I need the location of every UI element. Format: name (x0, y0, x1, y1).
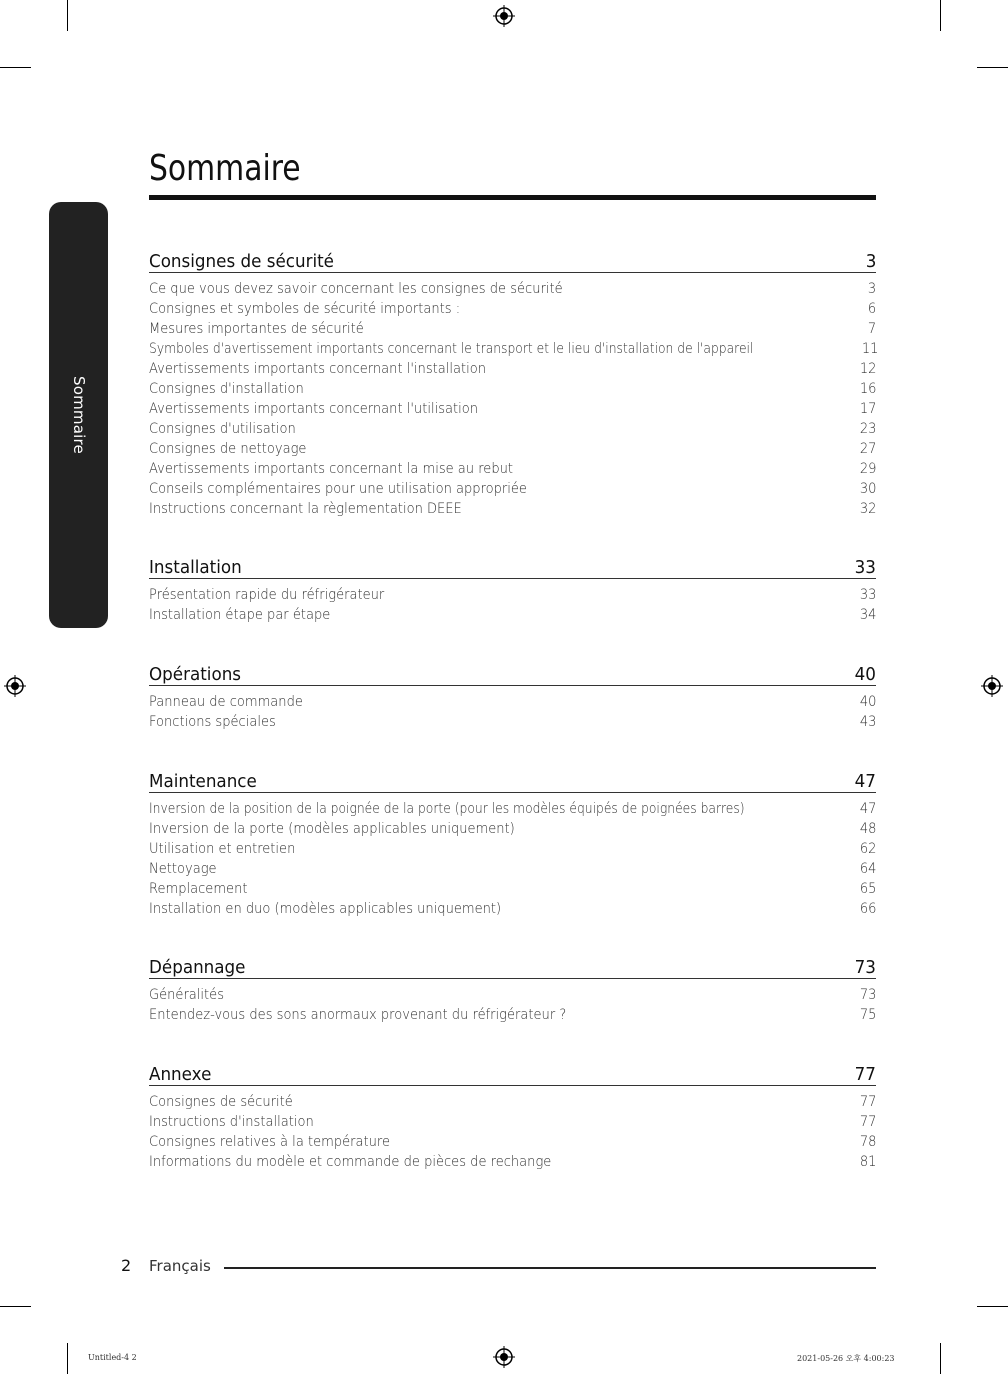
item-label: Instructions d'installation (149, 1114, 314, 1130)
item-label: Consignes d'utilisation (149, 421, 296, 437)
toc-item[interactable] (149, 712, 876, 732)
item-label: Avertissements importants concernant la mise au rebut (149, 461, 514, 477)
page-number: 2 (121, 1256, 132, 1275)
crop-mark (977, 67, 1008, 68)
item-label: Généralités (149, 987, 225, 1003)
toc-section-header[interactable] (149, 658, 876, 686)
crop-mark (0, 67, 31, 68)
toc-item[interactable] (149, 859, 876, 879)
toc-item[interactable] (149, 1092, 876, 1112)
item-label: Consignes d'installation (149, 381, 304, 397)
toc-item[interactable] (149, 1112, 876, 1132)
toc-section-header[interactable] (149, 1058, 876, 1086)
section-page: 40 (854, 664, 876, 685)
item-page: 62 (859, 841, 876, 857)
item-page: 75 (859, 1007, 876, 1023)
section-title: Dépannage (149, 957, 246, 978)
registration-mark-icon (493, 1346, 515, 1368)
section-title: Consignes de sécurité (149, 251, 334, 272)
title-rule (149, 195, 876, 200)
section-page: 47 (854, 771, 876, 792)
crop-mark (0, 1306, 31, 1307)
item-page: 33 (859, 587, 876, 603)
item-page: 11 (861, 341, 879, 357)
side-tab-label: Sommaire (70, 376, 88, 454)
toc-item[interactable] (149, 1132, 876, 1152)
item-page: 23 (859, 421, 876, 437)
item-page: 47 (859, 801, 876, 817)
item-label: Inversion de la porte (modèles applicables uniquement) (149, 821, 515, 837)
item-page: 34 (859, 607, 876, 623)
toc-item[interactable] (149, 439, 876, 459)
item-label: Consignes de sécurité (149, 1094, 293, 1110)
item-page: 78 (859, 1134, 876, 1150)
item-label: Consignes de nettoyage (149, 441, 307, 457)
item-label: Remplacement (149, 881, 248, 897)
section-page: 73 (854, 957, 876, 978)
toc-section-maintenance (149, 765, 876, 919)
item-label: Consignes et symboles de sécurité importants : (149, 301, 461, 317)
toc-item[interactable] (149, 819, 876, 839)
toc-section-header[interactable] (149, 951, 876, 979)
toc-item[interactable] (149, 419, 876, 439)
toc-item[interactable] (149, 279, 876, 299)
item-page: 73 (859, 987, 876, 1003)
toc-item[interactable] (149, 359, 876, 379)
print-info-right: 2021-05-26 오후 4:00:23 (797, 1354, 895, 1363)
toc-item[interactable] (149, 605, 876, 625)
toc-item[interactable] (149, 1152, 876, 1172)
toc-section-header[interactable] (149, 551, 876, 579)
item-page: 66 (859, 901, 876, 917)
crop-mark (940, 1343, 941, 1374)
item-page: 29 (859, 461, 876, 477)
item-label: Fonctions spéciales (149, 714, 276, 730)
section-title: Maintenance (149, 771, 257, 792)
toc-item[interactable] (149, 319, 876, 339)
item-label: Présentation rapide du réfrigérateur (149, 587, 385, 603)
toc-section-header[interactable] (149, 245, 876, 273)
item-label: Informations du modèle et commande de pièces de rechange (149, 1154, 552, 1170)
item-page: 43 (859, 714, 876, 730)
registration-mark-icon (4, 675, 26, 697)
item-page: 48 (859, 821, 876, 837)
toc-item[interactable] (149, 839, 876, 859)
item-label: Entendez-vous des sons anormaux provenant du réfrigérateur ? (149, 1007, 567, 1023)
item-page: 81 (859, 1154, 876, 1170)
toc-item[interactable] (149, 799, 876, 819)
page-title: Sommaire (149, 148, 301, 189)
toc-item[interactable] (149, 985, 876, 1005)
item-label: Installation étape par étape (149, 607, 331, 623)
item-page: 65 (859, 881, 876, 897)
toc-item[interactable] (149, 879, 876, 899)
toc-section-header[interactable] (149, 765, 876, 793)
item-page: 30 (859, 481, 876, 497)
section-title: Installation (149, 557, 242, 578)
section-page: 33 (854, 557, 876, 578)
toc-item[interactable] (149, 899, 876, 919)
toc-item[interactable] (149, 459, 876, 479)
crop-mark (940, 0, 941, 31)
toc-item[interactable] (149, 379, 876, 399)
item-page: 6 (867, 301, 876, 317)
item-page: 7 (867, 321, 876, 337)
section-page: 3 (865, 251, 876, 272)
toc-item[interactable] (149, 585, 876, 605)
toc-section-securite (149, 245, 879, 519)
item-label: Avertissements importants concernant l'utilisation (149, 401, 478, 417)
footer-rule (224, 1267, 876, 1269)
item-page: 12 (859, 361, 876, 377)
section-title: Opérations (149, 664, 242, 685)
crop-mark (977, 1306, 1008, 1307)
item-label: Inversion de la position de la poignée de la porte (pour les modèles équipés de poignées barres) (149, 801, 745, 817)
toc-section-installation (149, 551, 876, 625)
item-page: 77 (859, 1114, 876, 1130)
item-page: 3 (867, 281, 876, 297)
crop-mark (67, 1343, 68, 1374)
item-label: Mesures importantes de sécurité (149, 321, 364, 337)
item-label: Instructions concernant la règlementation DEEE (149, 501, 462, 517)
print-info-left: Untitled-4 2 (88, 1353, 137, 1362)
crop-mark (67, 0, 68, 31)
toc-section-depannage (149, 951, 876, 1025)
section-page: 77 (854, 1064, 876, 1085)
item-page: 17 (859, 401, 876, 417)
toc-section-operations (149, 658, 876, 732)
item-page: 77 (859, 1094, 876, 1110)
item-label: Symboles d'avertissement importants concernant le transport et le lieu d'installation de l'appareil (149, 341, 754, 357)
item-label: Consignes relatives à la température (149, 1134, 390, 1150)
toc-item[interactable] (149, 399, 876, 419)
toc-section-annexe (149, 1058, 876, 1172)
registration-mark-icon (493, 5, 515, 27)
item-label: Panneau de commande (149, 694, 303, 710)
toc-item[interactable] (149, 1005, 876, 1025)
item-page: 64 (859, 861, 876, 877)
toc-item[interactable] (149, 339, 879, 359)
toc-item[interactable] (149, 499, 876, 519)
item-page: 40 (859, 694, 876, 710)
toc-item[interactable] (149, 479, 876, 499)
item-label: Installation en duo (modèles applicables uniquement) (149, 901, 502, 917)
item-label: Utilisation et entretien (149, 841, 296, 857)
item-label: Avertissements importants concernant l'installation (149, 361, 486, 377)
registration-mark-icon (981, 675, 1003, 697)
item-label: Conseils complémentaires pour une utilisation appropriée (149, 481, 527, 497)
item-page: 32 (859, 501, 876, 517)
item-page: 27 (859, 441, 876, 457)
item-page: 16 (859, 381, 876, 397)
toc-item[interactable] (149, 299, 876, 319)
section-title: Annexe (149, 1064, 212, 1085)
item-label: Nettoyage (149, 861, 217, 877)
footer-language: Français (149, 1257, 211, 1275)
item-label: Ce que vous devez savoir concernant les consignes de sécurité (149, 281, 563, 297)
toc-item[interactable] (149, 692, 876, 712)
